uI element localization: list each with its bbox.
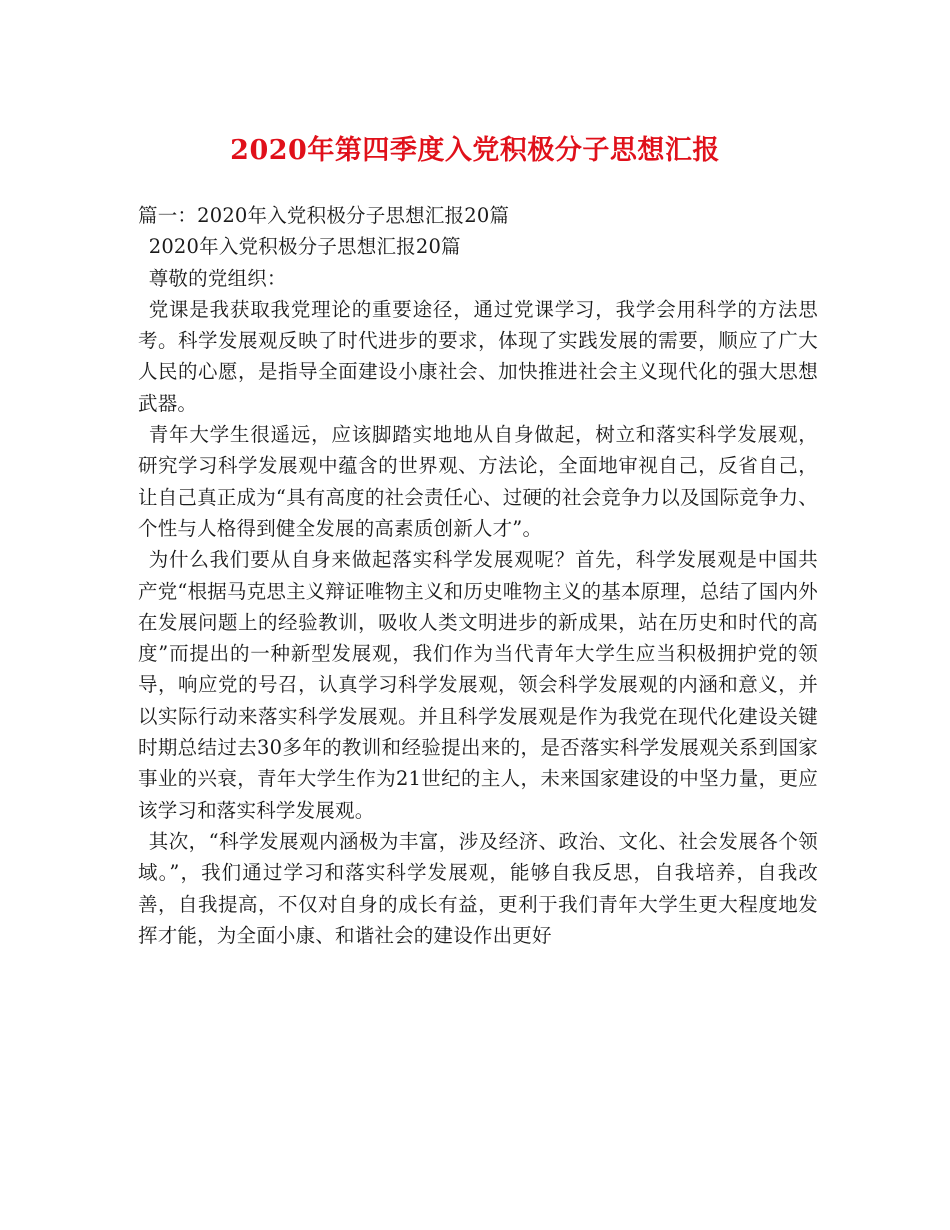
paragraph-1: 党课是我获取我党理论的重要途径，通过党课学习，我学会用科学的方法思考。科学发展观反映了时代进步的要求，体现了实践发展的需要，顺应了广大人民的心愿，是指导全面建设小康社会、加快推进社会主义现代化的强大思想武器。: [138, 297, 818, 415]
document-title: 2020年第四季度入党积极分子思想汇报: [230, 135, 720, 166]
paragraph-3: 为什么我们要从自身来做起落实科学发展观呢？首先，科学发展观是中国共产党“根据马克思主义辩证唯物主义和历史唯物主义的基本原理，总结了国内外在发展问题上的经验教训，吸收人类文明进步的新成果，站在历史和时代的高度”而提出的一种新型发展观，我们作为当代青年大学生应当积极拥护党的领导，响应党的号召，认真学习科学发展观，领会科学发展观的内涵和意义，并以实际行动来落实科学发展观。并且科学发展观是作为我党在现代化建设关键时期总结过去30多年的教训和经验提出来的，是否落实科学发展观关系到国家事业的兴衰，青年大学生作为21世纪的主人，未来国家建设的中坚力量，更应该学习和落实科学发展观。: [138, 548, 818, 822]
paragraph-2: 青年大学生很遥远，应该脚踏实地地从自身做起，树立和落实科学发展观，研究学习科学发展观中蕴含的世界观、方法论，全面地审视自己，反省自己，让自己真正成为“具有高度的社会责任心、过硬的社会竞争力以及国际竞争力、个性与人格得到健全发展的高素质创新人才”。: [138, 423, 818, 540]
document-body: [138, 200, 818, 951]
paragraph-4: 其次，“科学发展观内涵极为丰富，涉及经济、政治、文化、社会发展各个领域。”，我们通过学习和落实科学发展观，能够自我反思，自我培养，自我改善，自我提高，不仅对自身的成长有益，更利于我们青年大学生更大程度地发挥才能，为全面小康、和谐社会的建设作出更好: [138, 829, 818, 947]
salutation: 尊敬的党组织：: [148, 266, 287, 290]
heading-line: 篇一：2020年入党积极分子思想汇报20篇: [138, 204, 510, 227]
subheading-line: 2020年入党积极分子思想汇报20篇: [148, 235, 461, 259]
